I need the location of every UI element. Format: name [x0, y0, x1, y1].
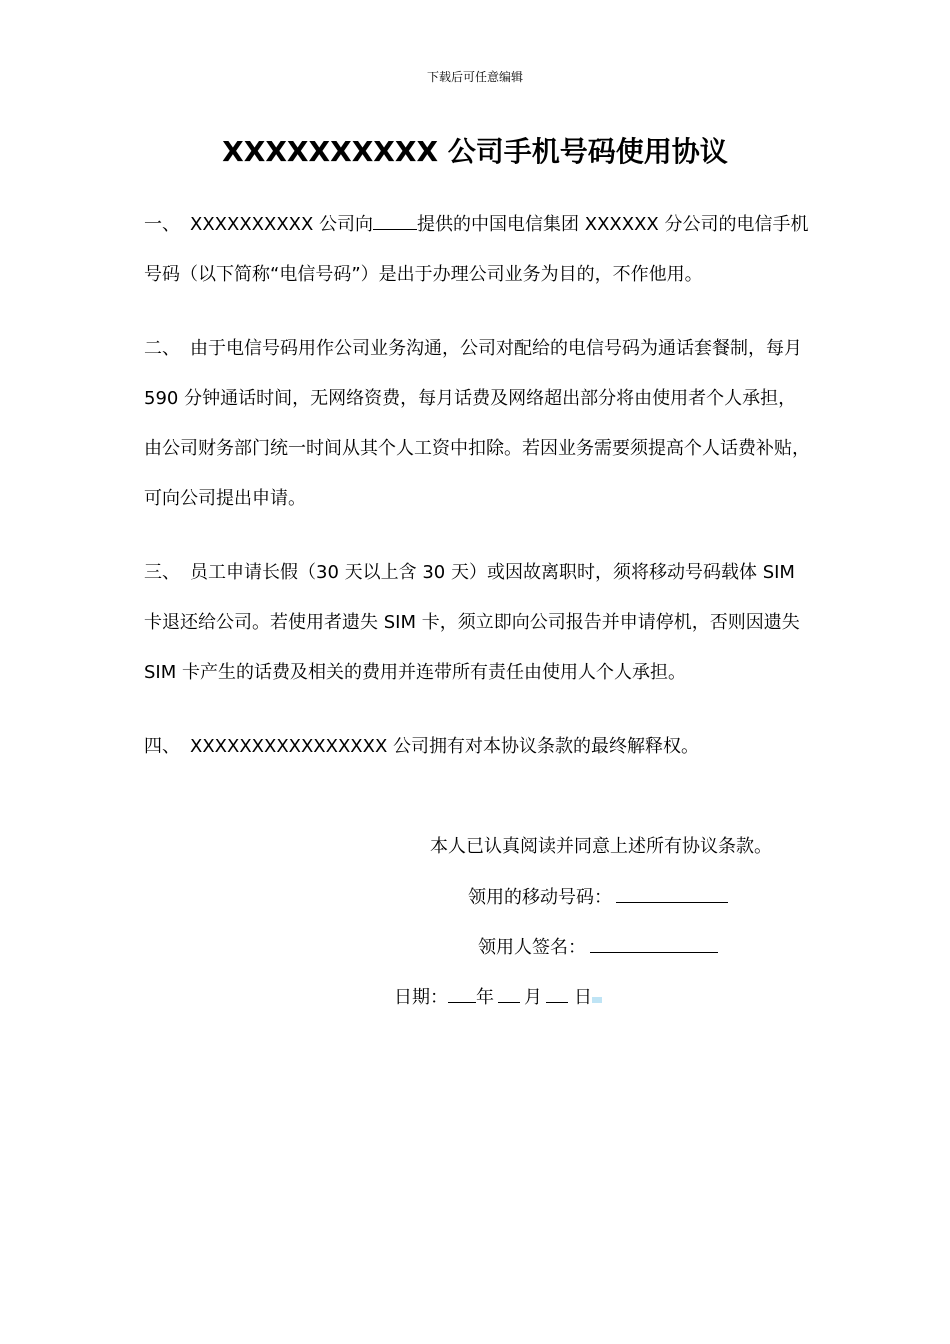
clause-3 [144, 548, 812, 698]
date-year-blank[interactable] [448, 984, 476, 1003]
clause-2-text: 由于电信号码用作公司业务沟通，公司对配给的电信号码为通话套餐制，每月 590 分钟通话时间，无网络资费，每月话费及网络超出部分将由使用者个人承担，由公司财务部门统一时间从其个人工资中扣除。若因业务需要须提高个人话费补贴，可向公司提出申请。 [144, 338, 810, 509]
clause-3-text: 员工申请长假（30 天以上含 30 天）或因故离职时，须将移动号码载体 SIM 卡退还给公司。若使用者遗失 SIM 卡，须立即向公司报告并申请停机，否则因遗失 SIM 卡产生的话费及相关的费用并连带所有责任由使用人个人承担。 [144, 562, 800, 683]
clause-1-text-before: XXXXXXXXXX 公司向 [190, 214, 374, 235]
signature-line [478, 934, 718, 961]
date-label: 日期： [394, 987, 448, 1008]
phone-number-label: 领用的移动号码： [468, 887, 612, 908]
date-line [394, 984, 602, 1011]
acknowledgement: 本人已认真阅读并同意上述所有协议条款。 [430, 836, 772, 857]
date-year-label: 年 [476, 987, 494, 1008]
signature-label: 领用人签名： [478, 937, 586, 958]
date-day-label: 日 [574, 987, 592, 1008]
clause-2 [144, 324, 812, 524]
clause-1-number: 一、 [144, 214, 180, 235]
clause-4 [144, 722, 812, 772]
clause-1 [144, 200, 812, 300]
date-month-label: 月 [524, 987, 542, 1008]
clause-1-text-after: 提供的中国电信集团 XXXXXX 分公司的电信手机号码（以下简称“电信号码”）是出于办理公司业务为目的，不作他用。 [144, 214, 809, 285]
header-note: 下载后可任意编辑 [426, 70, 523, 84]
recipient-name-blank[interactable] [373, 211, 417, 230]
phone-number-blank[interactable] [616, 884, 728, 903]
date-day-blank[interactable] [546, 984, 568, 1003]
clause-2-number: 二、 [144, 338, 180, 359]
clause-4-number: 四、 [144, 736, 180, 757]
signature-blank[interactable] [590, 934, 718, 953]
clause-3-number: 三、 [144, 562, 180, 583]
date-month-blank[interactable] [498, 984, 520, 1003]
clause-4-text: XXXXXXXXXXXXXXXX 公司拥有对本协议条款的最终解释权。 [190, 736, 700, 757]
page-title: XXXXXXXXXX 公司手机号码使用协议 [222, 135, 728, 168]
phone-number-line [468, 884, 728, 911]
text-cursor-marker [592, 997, 602, 1003]
